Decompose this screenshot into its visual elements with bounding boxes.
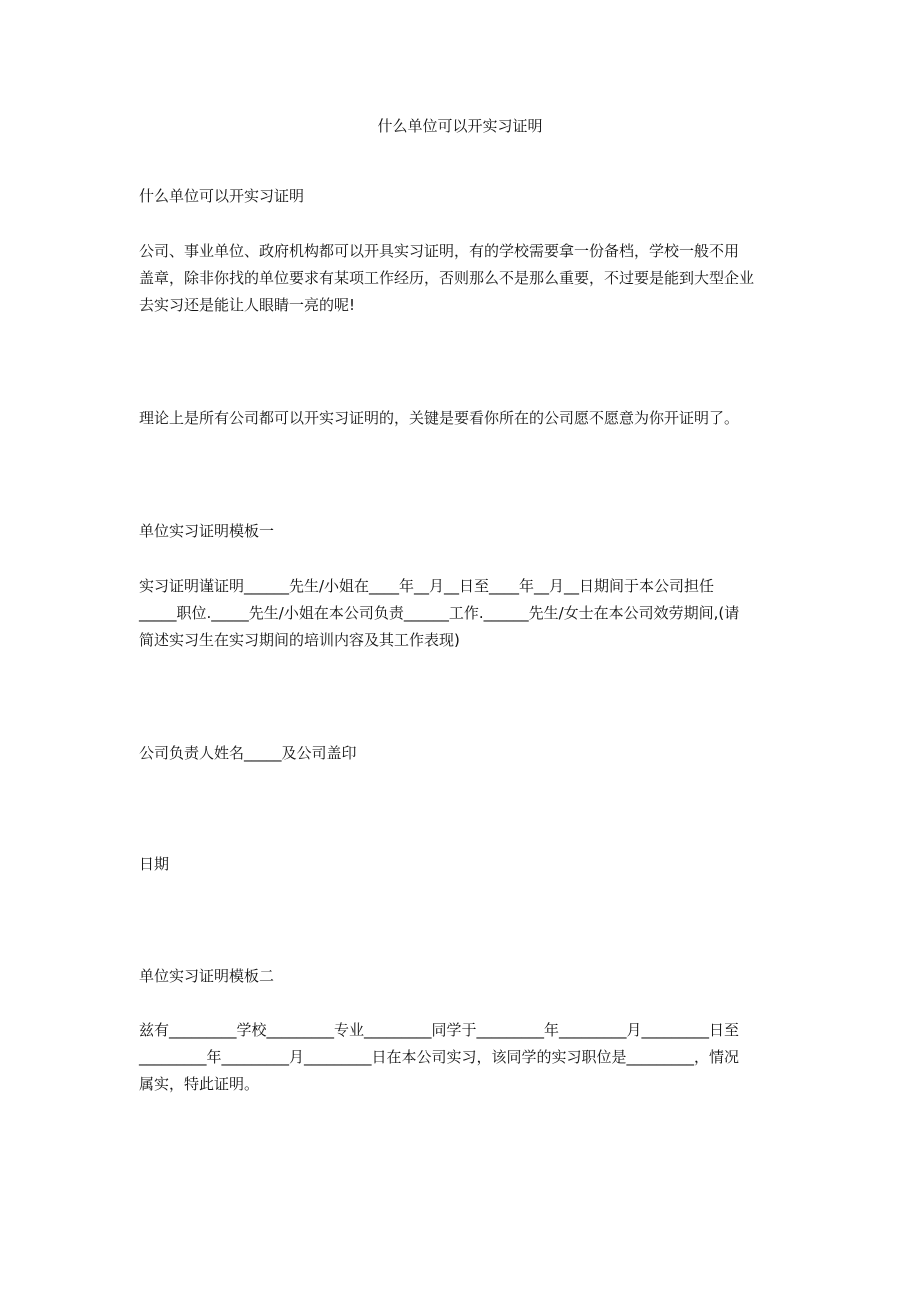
template1-heading: 单位实习证明模板一 (139, 522, 275, 540)
template2-line: 属实，特此证明。 (139, 1075, 260, 1093)
template1-line: 简述实习生在实习期间的培训内容及其工作表现) (139, 631, 460, 649)
intro-line: 去实习还是能让人眼睛一亮的呢! (139, 296, 356, 314)
template1-date: 日期 (139, 855, 170, 873)
intro-line: 公司、事业单位、政府机构都可以开具实习证明，有的学校需要拿一份备档，学校一般不用 (139, 242, 740, 260)
template1-line: _____职位._____先生/小姐在本公司负责______工作.______先生/女士在本公司效劳期间,(请 (139, 604, 740, 622)
template2-heading: 单位实习证明模板二 (139, 967, 275, 985)
template2-line: _________年_________月_________日在本公司实习，该同学的实习职位是_________，情况 (139, 1048, 740, 1066)
section-subtitle: 什么单位可以开实习证明 (139, 187, 305, 205)
template1-line: 实习证明谨证明______先生/小姐在____年__月__日至____年__月__日期间于本公司担任 (139, 577, 715, 595)
template2-body (139, 1017, 784, 1098)
theory-paragraph: 理论上是所有公司都可以开实习证明的，关键是要看你所在的公司愿不愿意为你开证明了。 (139, 409, 740, 427)
intro-line: 盖章，除非你找的单位要求有某项工作经历，否则那么不是那么重要，不过要是能到大型企业 (139, 269, 755, 287)
template1-signature: 公司负责人姓名_____及公司盖印 (139, 744, 357, 762)
document-title: 什么单位可以开实习证明 (377, 117, 543, 135)
template2-line: 兹有_________学校_________专业_________同学于_________年_________月_________日至 (139, 1021, 740, 1039)
intro-paragraph (139, 238, 784, 319)
template1-body (139, 573, 784, 654)
